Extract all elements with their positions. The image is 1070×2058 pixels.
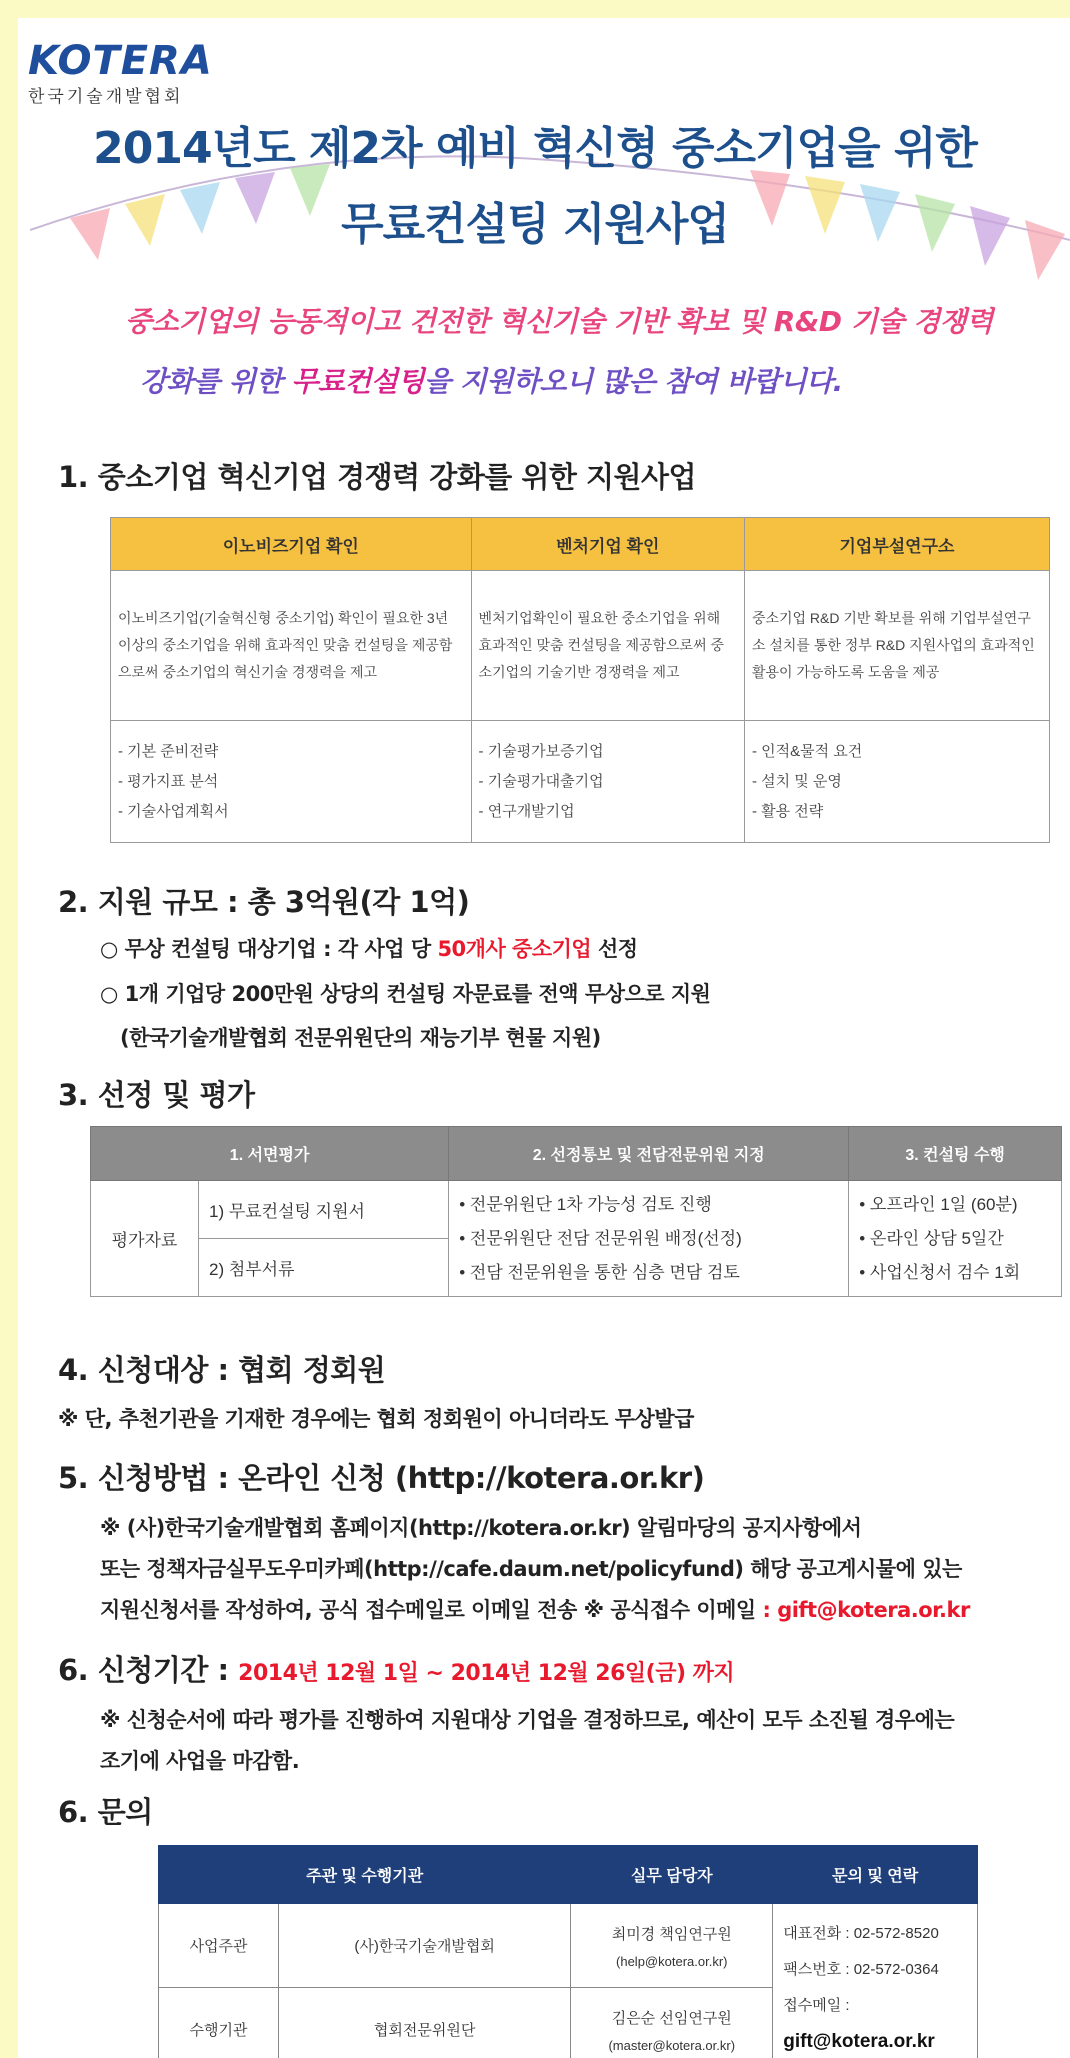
col-header-rnd-lab: 기업부설연구소 — [744, 518, 1049, 571]
col-header-contact: 문의 및 연락 — [773, 1846, 978, 1904]
list-rnd-lab — [744, 721, 1049, 843]
consulting-steps — [849, 1181, 1062, 1297]
intro-highlight: 무료컨설팅 — [291, 365, 424, 398]
list-item: - 기술평가대출기업 — [478, 772, 604, 790]
list-item: - 평가지표 분석 — [118, 772, 219, 790]
org-host: (사)한국기술개발협회 — [279, 1904, 571, 1988]
period-note-line1: ※ 신청순서에 따라 평가를 진행하여 지원대상 기업을 결정하므로, 예산이 모두 소진될 경우에는 — [100, 1708, 955, 1732]
section2-heading: 2. 지원 규모 : 총 3억원(각 1억) — [58, 885, 470, 919]
doc-attachments: 2) 첨부서류 — [199, 1239, 449, 1297]
section3-heading: 3. 선정 및 평가 — [58, 1078, 255, 1112]
support-line3: (한국기술개발협회 전문위원단의 재능기부 현물 지원) — [120, 1026, 601, 1050]
contact-table — [158, 1845, 978, 2058]
col-header-innobiz: 이노비즈기업 확인 — [111, 518, 472, 571]
row-label-materials: 평가자료 — [91, 1181, 199, 1297]
contact-info — [773, 1904, 978, 2058]
role-operator: 수행기관 — [159, 1988, 279, 2058]
doc-application-form: 1) 무료컨설팅 지원서 — [199, 1181, 449, 1239]
staff-name: 김은순 선임연구원 — [611, 2009, 732, 2027]
section6-heading — [58, 1648, 734, 1689]
list-item: • 온라인 상담 5일간 — [859, 1228, 1004, 1248]
section4-heading: 4. 신청대상 : 협회 정회원 — [58, 1353, 386, 1387]
col-header-document-review: 1. 서면평가 — [91, 1127, 449, 1181]
intro-line2 — [140, 360, 843, 400]
support-line1-pre: ○ 무상 컨설팅 대상기업 : 각 사업 당 — [100, 937, 438, 961]
list-item: • 전문위원단 1차 가능성 검토 진행 — [459, 1194, 712, 1214]
staff-operator — [571, 1988, 773, 2058]
intro-line2-pre: 강화를 위한 — [140, 365, 292, 398]
list-item: • 사업신청서 검수 1회 — [859, 1262, 1021, 1282]
method-line3-pre: 지원신청서를 작성하여, 공식 접수메일로 이메일 전송 ※ 공식접수 이메일 — [100, 1598, 763, 1622]
support-programs-table — [110, 517, 1050, 843]
list-innobiz — [111, 721, 472, 843]
col-header-consulting: 3. 컨설팅 수행 — [849, 1127, 1062, 1181]
evaluation-table — [90, 1126, 1062, 1297]
official-email: : gift@kotera.or.kr — [762, 1598, 970, 1622]
period-note-line2: 조기에 사업을 마감함. — [100, 1749, 300, 1773]
col-header-selection: 2. 선정통보 및 전담전문위원 지정 — [449, 1127, 849, 1181]
role-host: 사업주관 — [159, 1904, 279, 1988]
desc-venture: 벤처기업확인이 필요한 중소기업을 위해 효과적인 맞춤 컨설팅을 제공함으로써 중소기업의 기술기반 경쟁력을 제고 — [471, 571, 744, 721]
fax-number: 팩스번호 : 02-572-0364 — [783, 1960, 939, 1978]
org-operator: 협회전문위원단 — [279, 1988, 571, 2058]
logo-subtitle: 한국기술개발협회 — [28, 87, 184, 107]
support-line1-post: 선정 — [591, 937, 638, 961]
col-header-staff: 실무 담당자 — [571, 1846, 773, 1904]
list-item: - 연구개발기업 — [478, 802, 575, 820]
desc-innobiz: 이노비즈기업(기술혁신형 중소기업) 확인이 필요한 3년 이상의 중소기업을 위해 효과적인 맞춤 컨설팅을 제공함으로써 중소기업의 혁신기술 경쟁력을 제고 — [111, 571, 472, 721]
list-item: • 오프라인 1일 (60분) — [859, 1194, 1018, 1214]
page-title-line1: 2014년도 제2차 예비 혁신형 중소기업을 위한 — [93, 123, 977, 174]
section7-heading: 6. 문의 — [58, 1795, 153, 1829]
list-item: • 전문위원단 전담 전문위원 배정(선정) — [459, 1228, 742, 1248]
staff-email: (master@kotera.or.kr) — [608, 2037, 736, 2053]
selection-steps — [449, 1181, 849, 1297]
page-title-line2: 무료컨설팅 지원사업 — [341, 199, 729, 250]
method-line1: ※ (사)한국기술개발협회 홈페이지(http://kotera.or.kr) 알림마당의 공지사항에서 — [100, 1516, 862, 1540]
support-line1 — [100, 933, 638, 963]
support-line2: ○ 1개 기업당 200만원 상당의 컨설팅 자문료를 전액 무상으로 지원 — [100, 982, 711, 1006]
method-line3 — [100, 1594, 970, 1624]
staff-name: 최미경 책임연구원 — [611, 1925, 732, 1943]
staff-email: (help@kotera.or.kr) — [616, 1953, 728, 1969]
section5-heading: 5. 신청방법 : 온라인 신청 (http://kotera.or.kr) — [58, 1461, 705, 1495]
col-header-organization: 주관 및 수행기관 — [159, 1846, 571, 1904]
section6-heading-label: 6. 신청기간 : — [58, 1653, 239, 1687]
phone-number: 대표전화 : 02-572-8520 — [783, 1924, 939, 1942]
list-item: - 기술사업계획서 — [118, 802, 229, 820]
email-label: 접수메일 : — [783, 1996, 850, 2014]
desc-rnd-lab: 중소기업 R&D 기반 확보를 위해 기업부설연구소 설치를 통한 정부 R&D 지원사업의 효과적인 활용이 가능하도록 도움을 제공 — [744, 571, 1049, 721]
list-item: - 인적&물적 요건 — [751, 742, 863, 760]
list-item: • 전담 전문위원을 통한 심층 면담 검토 — [459, 1262, 740, 1282]
list-item: - 기본 준비전략 — [118, 742, 219, 760]
list-venture — [471, 721, 744, 843]
col-header-venture: 벤처기업 확인 — [471, 518, 744, 571]
support-line1-highlight: 50개사 중소기업 — [437, 937, 592, 961]
kotera-logo — [28, 38, 213, 107]
section1-heading: 1. 중소기업 혁신기업 경쟁력 강화를 위한 지원사업 — [58, 460, 697, 494]
application-period: 2014년 12월 1일 ~ 2014년 12월 26일(금) 까지 — [238, 1661, 735, 1686]
intro-line2-post: 을 지원하오니 많은 참여 바랍니다. — [424, 365, 843, 398]
eligibility-note: ※ 단, 추천기관을 기재한 경우에는 협회 정회원이 아니더라도 무상발급 — [58, 1407, 694, 1431]
list-item: - 설치 및 운영 — [751, 772, 842, 790]
method-line2: 또는 정책자금실무도우미카페(http://cafe.daum.net/policyfund) 해당 공고게시물에 있는 — [100, 1557, 962, 1581]
list-item: - 기술평가보증기업 — [478, 742, 604, 760]
logo-wordmark: KOTERA — [28, 38, 213, 84]
staff-host — [571, 1904, 773, 1988]
list-item: - 활용 전략 — [751, 802, 824, 820]
contact-email: gift@kotera.or.kr — [783, 2030, 935, 2052]
intro-line1: 중소기업의 능동적이고 건전한 혁신기술 기반 확보 및 R&D 기술 경쟁력 — [125, 305, 993, 338]
